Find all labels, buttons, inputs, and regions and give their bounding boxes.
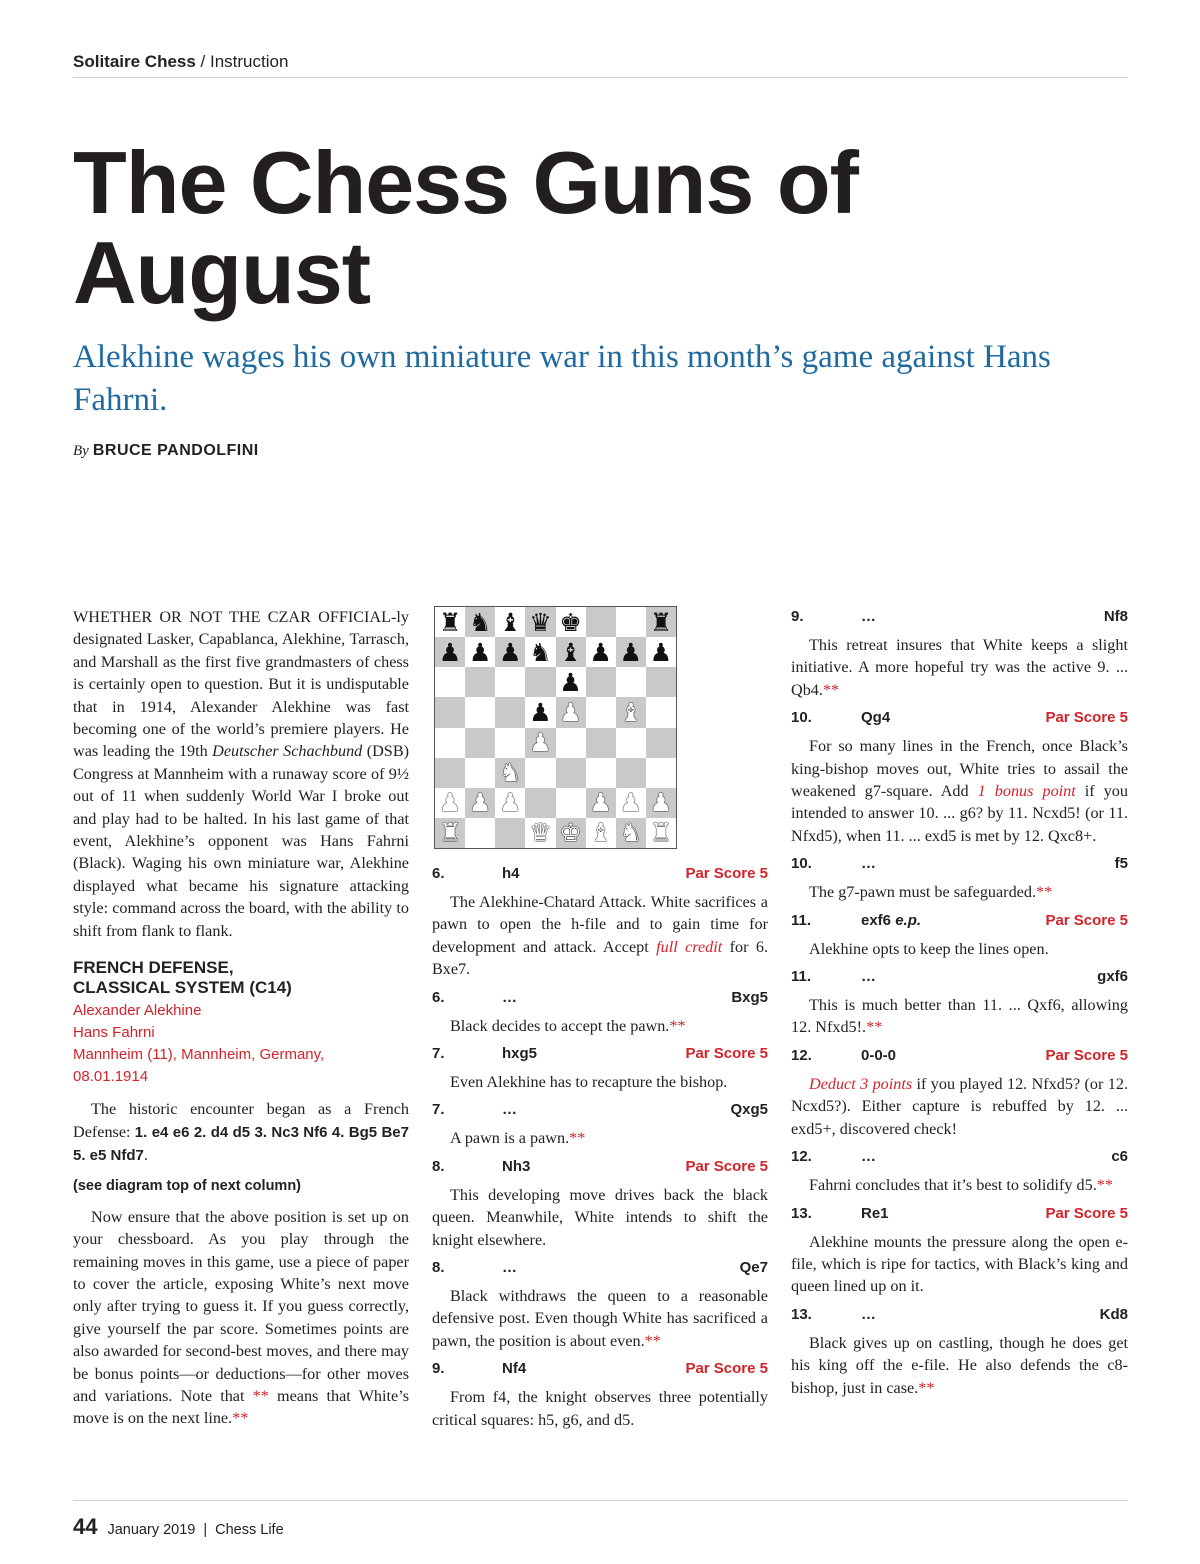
white-pawn-icon: ♟: [559, 697, 582, 727]
byline: [73, 442, 259, 460]
square-g3: [616, 758, 646, 788]
square-e2: [556, 788, 586, 818]
square-c1: [495, 818, 525, 848]
white-queen-icon: ♛: [529, 818, 552, 848]
square-d4: [525, 728, 555, 758]
black-queen-icon: ♛: [529, 607, 552, 637]
square-d8: [525, 607, 555, 637]
white-pawn-icon: ♟: [619, 788, 643, 818]
encounter-paragraph: The historic encounter began as a French Defense: 1. e4 e6 2. d4 d5 3. Nc3 Nf6 4. Bg5 Be7 5. e5 Nfd7.: [73, 1100, 409, 1164]
square-b7: [465, 637, 495, 667]
note-12-white: Deduct 3 points if you played 12. Nfxd5? (or 12. Ncxd5?). Either capture is rebuffed by 12. ... exd5+, discovered check!: [791, 1074, 1128, 1138]
black-king-icon: ♚: [559, 607, 582, 637]
article-deck: Alekhine wages his own miniature war in this month’s game against Hans Fahrni.: [73, 339, 1051, 418]
note-9-black: This retreat insures that White keeps a slight initiative. A more hopeful try was the active 9. ... Qb4.**: [791, 636, 1128, 699]
white-king-icon: ♚: [559, 818, 582, 848]
move-13-black: 13. … Kd8: [791, 1305, 1128, 1323]
note-13-white: Alekhine mounts the pressure along the open e-file, which is ripe for tactics, with Black’s king and queen lined up on it.: [791, 1232, 1128, 1296]
move-6-black: 6. … Bxg5: [432, 988, 768, 1006]
square-a5: [435, 697, 465, 727]
white-pawn-icon: ♟: [438, 788, 462, 818]
square-e5: [556, 697, 586, 727]
section-sub: Instruction: [210, 52, 289, 71]
white-knight-icon: ♞: [619, 818, 643, 848]
intro-paragraph: WHETHER OR NOT THE CZAR OFFICIAL-ly designated Lasker, Capablanca, Alekhine, Tarrasch, and Marshall as the first five grandmasters of chess is certainly open to question. But it is undisputable that in 1914, Alexander Alekhine was fast becoming one of the world’s premiere players. He was leading the 19th Deutscher Schachbund (DSB) Congress at Mannheim with a runaway score of 9½ out of 11 when suddenly World War I broke out and play had to be halted. In his last game of that event, Alekhine’s opponent was Hans Fahrni (Black). Waging his own miniature war, Alekhine displayed what became his signature attacking style: command across the board, with the ability to shift from flank to flank.: [73, 608, 410, 940]
move-10-white: 10. Qg4 Par Score 5: [791, 709, 1128, 727]
note-13-black: Black gives up on castling, though he does get his king off the e-file. He also defends the c8-bishop, just in case.**: [791, 1333, 1128, 1397]
note-7-white: Even Alekhine has to recapture the bishop.: [450, 1073, 728, 1092]
square-e8: [556, 607, 586, 637]
square-h2: [646, 788, 676, 818]
square-b1: [465, 818, 495, 848]
white-rook-icon: ♜: [649, 818, 673, 848]
square-a7: [435, 637, 465, 667]
square-h1: [646, 818, 676, 848]
column-3: [791, 606, 1128, 1399]
section-header: [73, 52, 1128, 78]
white-pawn-icon: ♟: [499, 788, 522, 818]
square-h8: [646, 607, 676, 637]
byline-author: BRUCE PANDOLFINI: [92, 442, 259, 459]
black-pawn-icon: ♟: [559, 667, 582, 697]
square-c8: [495, 607, 525, 637]
move-11-white: 11. exf6 e.p. Par Score 5: [791, 911, 1128, 929]
square-c5: [495, 697, 525, 727]
white-rook-icon: ♜: [438, 818, 462, 848]
square-h4: [646, 728, 676, 758]
square-a6: [435, 667, 465, 697]
black-pawn-icon: ♟: [589, 637, 612, 667]
square-b6: [465, 667, 495, 697]
square-d3: [525, 758, 555, 788]
move-11-black: 11. … gxf6: [791, 968, 1128, 986]
black-bishop-icon: ♝: [499, 607, 522, 637]
note-6-white: The Alekhine-Chatard Attack. White sacrifices a pawn to open the h-file and to gain time for development and attack. Accept full credit for 6. Bxe7.: [432, 893, 768, 979]
square-b5: [465, 697, 495, 727]
note-10-white: For so many lines in the French, once Black’s king-bishop moves out, White tries to assail the weakened g7-square. Add 1 bonus point if you intended to answer 10. ... g6? by 11. Ncxd5! (or 11. Nfxd5), when 11. ... exd5 is met by 12. Qxc8+.: [791, 737, 1128, 845]
black-pawn-icon: ♟: [499, 637, 522, 667]
magazine-name: Chess Life: [215, 1522, 284, 1538]
square-f5: [586, 697, 616, 727]
black-rook-icon: ♜: [438, 607, 462, 637]
black-knight-icon: ♞: [529, 637, 552, 667]
page-footer: [73, 1514, 284, 1540]
note-12-black: Fahrni concludes that it’s best to solidify d5.**: [809, 1176, 1113, 1195]
opening-heading: FRENCH DEFENSE, CLASSICAL SYSTEM (C14): [73, 958, 292, 998]
black-bishop-icon: ♝: [559, 637, 582, 667]
white-pawn-icon: ♟: [649, 788, 673, 818]
square-g8: [616, 607, 646, 637]
move-9-black: 9. … Nf8: [791, 608, 1128, 625]
note-8-black: Black withdraws the queen to a reasonable defensive post. Even though White has sacrificed a pawn, the position is about even.**: [432, 1287, 768, 1350]
byline-by: By: [73, 443, 89, 459]
square-e1: [556, 818, 586, 848]
square-h5: [646, 697, 676, 727]
article-title: The Chess Guns of August: [73, 133, 858, 322]
square-e6: [556, 667, 586, 697]
note-10-black: The g7-pawn must be safeguarded.**: [809, 883, 1053, 902]
square-g1: [616, 818, 646, 848]
square-c2: [495, 788, 525, 818]
move-8-black: 8. … Qe7: [432, 1259, 768, 1277]
black-pawn-icon: ♟: [529, 697, 552, 727]
black-pawn-icon: ♟: [468, 637, 492, 667]
square-f4: [586, 728, 616, 758]
footer-separator: |: [203, 1522, 208, 1538]
square-g6: [616, 667, 646, 697]
square-a2: [435, 788, 465, 818]
game-info: [73, 1000, 409, 1088]
square-f3: [586, 758, 616, 788]
square-g4: [616, 728, 646, 758]
square-c4: [495, 728, 525, 758]
note-11-black: This is much better than 11. ... Qxf6, allowing 12. Nfxd5!.**: [791, 996, 1128, 1037]
note-9-white: From f4, the knight observes three potentially critical squares: h5, g6, and d5.: [432, 1388, 768, 1429]
note-7-black: A pawn is a pawn.**: [450, 1129, 586, 1148]
section-separator: /: [195, 52, 210, 71]
white-pawn-icon: ♟: [468, 788, 492, 818]
square-c3: [495, 758, 525, 788]
note-6-black: Black decides to accept the pawn.**: [450, 1016, 686, 1035]
move-6-white: 6. h4 Par Score 5: [432, 865, 768, 882]
square-a4: [435, 728, 465, 758]
square-b8: [465, 607, 495, 637]
black-knight-icon: ♞: [468, 607, 492, 637]
white-pawn-icon: ♟: [589, 788, 612, 818]
square-b4: [465, 728, 495, 758]
column-1: [73, 606, 409, 1430]
move-7-black: 7. … Qxg5: [432, 1101, 768, 1119]
square-d2: [525, 788, 555, 818]
square-e3: [556, 758, 586, 788]
white-knight-icon: ♞: [499, 758, 522, 788]
square-a8: [435, 607, 465, 637]
square-f7: [586, 637, 616, 667]
square-e4: [556, 728, 586, 758]
square-a3: [435, 758, 465, 788]
game-event: Mannheim (11), Mannheim, Germany,: [73, 1046, 325, 1064]
black-pawn-icon: ♟: [649, 637, 673, 667]
white-bishop-icon: ♝: [589, 818, 612, 848]
footer-rule: [73, 1500, 1128, 1501]
note-11-white: Alekhine opts to keep the lines open.: [809, 939, 1049, 958]
game-date: 08.01.1914: [73, 1068, 149, 1086]
square-c6: [495, 667, 525, 697]
square-f2: [586, 788, 616, 818]
move-13-white: 13. Re1 Par Score 5: [791, 1204, 1128, 1222]
chess-diagram: [434, 606, 677, 849]
square-e7: [556, 637, 586, 667]
square-h7: [646, 637, 676, 667]
move-12-black: 12. … c6: [791, 1148, 1128, 1166]
see-diagram-note: (see diagram top of next column): [73, 1178, 301, 1195]
square-d1: [525, 818, 555, 848]
game-black: Hans Fahrni: [73, 1024, 155, 1042]
white-bishop-icon: ♝: [619, 697, 643, 727]
game-white: Alexander Alekhine: [73, 1002, 202, 1020]
square-g5: [616, 697, 646, 727]
instructions-paragraph: Now ensure that the above position is set up on your chessboard. As you play through the remaining moves in this game, use a piece of paper to cover the article, exposing White’s next move only after trying to guess it. If you guess correctly, give yourself the par score. Sometimes points are also awarded for second-best moves, and there may be bonus points—or deductions—for other moves and variations. Note that ** means that White’s move is on the next line.**: [73, 1207, 409, 1428]
square-a1: [435, 818, 465, 848]
column-2: [432, 606, 768, 1431]
square-h6: [646, 667, 676, 697]
square-b3: [465, 758, 495, 788]
black-pawn-icon: ♟: [438, 637, 462, 667]
square-d6: [525, 667, 555, 697]
square-b2: [465, 788, 495, 818]
issue-date: January 2019: [107, 1522, 196, 1538]
move-10-black: 10. … f5: [791, 855, 1128, 873]
white-pawn-icon: ♟: [529, 728, 552, 758]
black-pawn-icon: ♟: [619, 637, 643, 667]
square-f6: [586, 667, 616, 697]
square-g2: [616, 788, 646, 818]
page-number: 44: [73, 1514, 98, 1539]
square-d5: [525, 697, 555, 727]
move-7-white: 7. hxg5 Par Score 5: [432, 1045, 768, 1063]
square-f1: [586, 818, 616, 848]
square-d7: [525, 637, 555, 667]
square-c7: [495, 637, 525, 667]
note-8-white: This developing move drives back the black queen. Meanwhile, White intends to shift the knight elsewhere.: [432, 1185, 768, 1249]
square-f8: [586, 607, 616, 637]
move-12-white: 12. 0-0-0 Par Score 5: [791, 1046, 1128, 1064]
square-g7: [616, 637, 646, 667]
square-h3: [646, 758, 676, 788]
move-9-white: 9. Nf4 Par Score 5: [432, 1360, 768, 1378]
black-rook-icon: ♜: [649, 607, 673, 637]
section-name: Solitaire Chess: [73, 52, 196, 71]
move-8-white: 8. Nh3 Par Score 5: [432, 1157, 768, 1175]
